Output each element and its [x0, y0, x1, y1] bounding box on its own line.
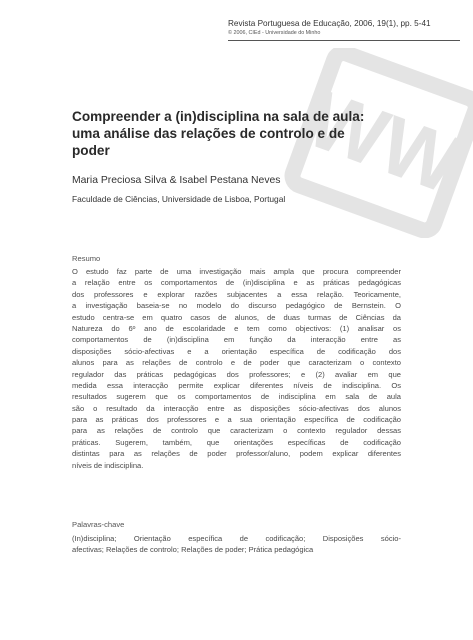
abstract-line: distintas para as relações de poder professor/aluno, podem explicar diferentes [72, 449, 401, 459]
abstract-line: para as práticas dos professores e a sua orientação específica de codificação [72, 415, 401, 425]
abstract-line: disposições sócio-afectivas e a orientação específica de codificação dos [72, 346, 401, 356]
journal-citation: Revista Portuguesa de Educação, 2006, 19(1), pp. 5-41 [228, 19, 431, 28]
abstract-heading: Resumo [72, 254, 101, 263]
abstract-line: resultados sugerem que os comportamentos de indisciplina em sala de aula [72, 392, 401, 402]
abstract-line: para as relações de controlo que caracterizam o contexto regulador dessas [72, 426, 401, 436]
abstract-line: dos professores e explorar razões subjacentes a essa relação. Teoricamente, [72, 289, 401, 299]
keywords-heading: Palavras-chave [72, 520, 125, 529]
abstract-line: Natureza do 6º ano de escolaridade e tem como objectivos: (1) analisar os [72, 323, 401, 333]
title-line: Compreender a (in)disciplina na sala de aula: [72, 109, 365, 124]
abstract-line: níveis de indisciplina. [72, 460, 144, 470]
abstract-body [72, 266, 401, 471]
keywords-line: afectivas; Relações de controlo; Relações de poder; Prática pedagógica [72, 545, 314, 555]
abstract-line: O estudo faz parte de uma investigação mais ampla que procura compreender [72, 267, 401, 276]
abstract-line: estudo centra-se em quatro casos de alunos, de duas turmas de Ciências da [72, 312, 401, 322]
keywords-line: (In)disciplina; Orientação específica de codificação; Disposições sócio- [72, 534, 401, 543]
author-affiliation: Faculdade de Ciências, Universidade de Lisboa, Portugal [72, 194, 286, 204]
article-title [72, 108, 402, 159]
journal-header [228, 19, 460, 41]
abstract-line: a investigação baseia-se no modelo do discurso pedagógico de Bernstein. O [72, 301, 401, 311]
abstract-line: regulador das práticas pedagógicas dos professores; e (2) avaliar em que [72, 369, 401, 379]
abstract-line: práticas. Sugerem, também, que orientações específicas de codificação [72, 437, 401, 447]
title-line: poder [72, 143, 110, 158]
article-authors: Maria Preciosa Silva & Isabel Pestana Neves [72, 175, 281, 186]
title-line: uma análise das relações de controlo e de [72, 126, 345, 141]
keywords-body [72, 533, 401, 556]
copyright-notice: © 2006, CIEd - Universidade do Minho [228, 30, 321, 36]
abstract-line: alunos para as relações de controlo e de poder que caracterizam o contexto [72, 358, 401, 368]
abstract-line: medida essa interacção permite explicar diferentes níveis de indisciplina. Os [72, 380, 401, 390]
svg-text:WW: WW [295, 72, 473, 212]
abstract-line: comportamentos de (in)disciplina em função da interacção entre as [72, 335, 401, 345]
abstract-line: são o resultado da interacção entre as disposições sócio-afectivas dos alunos [72, 403, 401, 413]
abstract-line: a relação entre os comportamentos de (in)disciplina e as práticas pedagógicas [72, 278, 401, 288]
